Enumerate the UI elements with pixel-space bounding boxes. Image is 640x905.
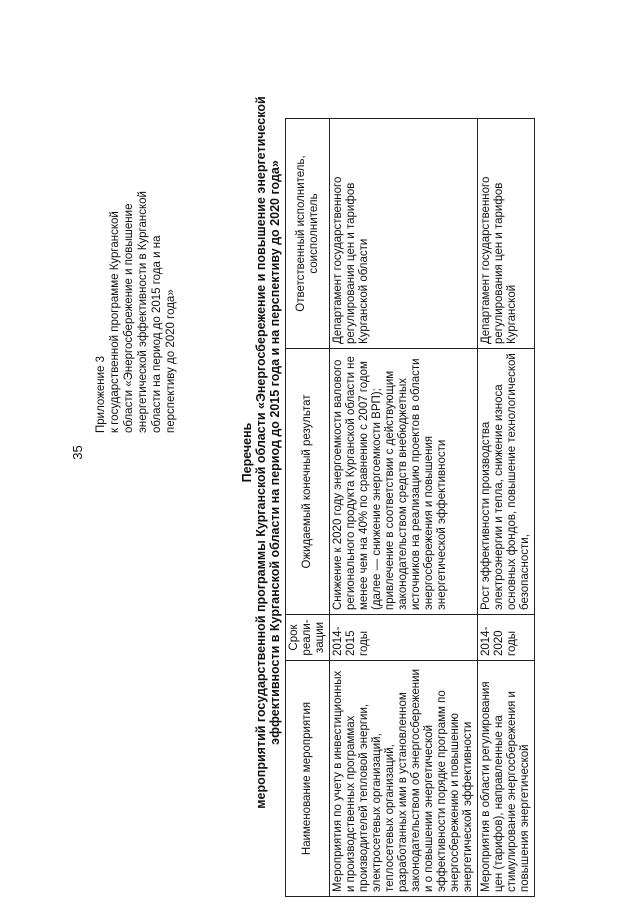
appendix-note <box>94 163 178 433</box>
table-row <box>478 119 535 897</box>
heading-subtitle-line: мероприятий государственной программы Курганской области «Энергосбережение и повышение энергетической <box>254 96 268 809</box>
appendix-line: энергетической эффективности в Курганской <box>137 191 149 433</box>
document-heading <box>240 0 282 905</box>
column-header-result: Ожидаемый конечный результат <box>286 349 330 615</box>
appendix-line: области на период до 2015 года и на <box>151 235 163 433</box>
appendix-line: к государственной программе Курганской <box>109 211 121 433</box>
column-header-executor: Ответственный исполнитель, соисполнитель <box>286 119 330 349</box>
cell-result: Рост эффективности производства электроэнергии и тепла, снижение износа основных фондов, повышение технологической безопасности, <box>478 349 535 615</box>
appendix-line: области «Энергосбережение и повышение <box>123 203 135 433</box>
appendix-line: перспективу до 2020 года» <box>165 289 177 433</box>
page-number: 35 <box>70 445 85 460</box>
appendix-line: Приложение 3 <box>95 355 107 433</box>
cell-term: 2014-2020 годы <box>478 615 535 661</box>
measures-table <box>285 118 535 897</box>
cell-name: Мероприятия в области регулирования цен (тарифов), направленные на стимулирование энергосбережения и повышения энергетической <box>478 661 535 897</box>
column-header-term: Срок реали-зации <box>286 615 330 661</box>
column-header-name: Наименование мероприятия <box>286 661 330 897</box>
cell-executor: Департамент государственного регулирования цен и тарифов Курганской <box>478 119 535 349</box>
heading-title: Перечень <box>240 422 254 483</box>
table-row <box>330 119 478 897</box>
table-header-row <box>286 119 330 897</box>
cell-result: Снижение к 2020 году энергоемкости валового регионального продукта Курганской области не менее чем на 40% по сравнению с 2007 годом (далее — снижение энергоемкости ВРП); привлечение в соответствии с действующим законодательством средств внебюджетных источников на реализацию проектов в области энергосбережения и повышения энергетической эффективности <box>330 349 478 615</box>
heading-subtitle-line: эффективности в Курганской области на период до 2015 года и на перспективу до 2020 года» <box>268 160 282 745</box>
cell-executor: Департамент государственного регулирования цен и тарифов Курганской области <box>330 119 478 349</box>
cell-name: Мероприятия по учету в инвестиционных и производственных программах производителей тепловой энергии, электросетевых организаций, теплосетевых организаций, разработанных ими в установленном законодательством об энергосбережении и о повышении энергетической эффективности порядке программ по энергосбережению и повышению энергетической эффективности <box>330 661 478 897</box>
cell-term: 2014-2015 годы <box>330 615 478 661</box>
